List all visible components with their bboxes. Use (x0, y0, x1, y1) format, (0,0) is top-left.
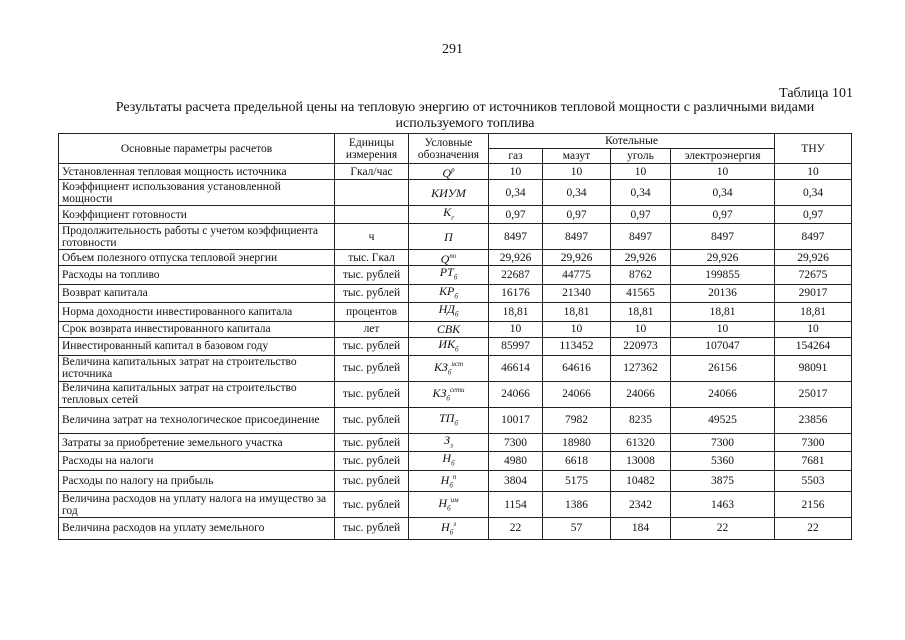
value-cell: 7982 (543, 407, 611, 433)
table-row (59, 407, 852, 433)
value-cell: 1386 (543, 492, 611, 518)
param-unit: тыс. рублей (335, 381, 409, 407)
value-cell: 8497 (489, 224, 543, 250)
symbol-base: СВК (436, 322, 461, 337)
symbol-subscript: б (447, 504, 451, 513)
value-cell: 5175 (543, 470, 611, 491)
symbol-base: Н (438, 496, 448, 511)
value-cell: 26156 (671, 355, 775, 381)
symbol-base: П (444, 229, 453, 244)
param-name: Коэффициент готовности (59, 206, 335, 224)
value-cell: 24066 (611, 381, 671, 407)
value-cell: 13008 (611, 452, 671, 470)
symbol-subscript: б (451, 459, 455, 468)
header-fuel-gas: газ (489, 149, 543, 164)
value-cell: 3804 (489, 470, 543, 491)
value-cell: 8762 (611, 266, 671, 284)
header-param: Основные параметры расчетов (59, 134, 335, 164)
table-row (59, 381, 852, 407)
value-cell: 24066 (543, 381, 611, 407)
value-cell: 127362 (611, 355, 671, 381)
value-cell: 7300 (775, 433, 852, 451)
symbol-subscript: б (446, 394, 450, 403)
value-cell: 107047 (671, 337, 775, 355)
param-symbol (409, 250, 489, 266)
value-cell: 10017 (489, 407, 543, 433)
symbol-base: Q (442, 166, 452, 180)
value-cell: 85997 (489, 337, 543, 355)
value-cell: 113452 (543, 337, 611, 355)
symbol-superscript: ист (451, 360, 464, 369)
symbol-base: Н (442, 451, 452, 466)
table-row (59, 164, 852, 180)
value-cell: 10 (775, 321, 852, 337)
value-cell: 22 (775, 518, 852, 539)
value-cell: 57 (543, 518, 611, 539)
param-unit: Гкал/час (335, 164, 409, 180)
param-name: Установленная тепловая мощность источника (59, 164, 335, 180)
table-caption: Результаты расчета предельной цены на тепловую энергию от источников тепловой мощности с различными видами используемого топлива (115, 100, 815, 131)
symbol-subscript: б (454, 419, 458, 428)
value-cell: 21340 (543, 284, 611, 302)
symbol-subscript: б (454, 310, 459, 319)
param-unit: тыс. рублей (335, 266, 409, 284)
results-table (58, 133, 852, 540)
value-cell: 8497 (543, 224, 611, 250)
value-cell: 44775 (543, 266, 611, 284)
value-cell: 0,34 (543, 180, 611, 206)
param-symbol (409, 452, 489, 470)
header-symbol: Условные обозначения (409, 134, 489, 164)
value-cell: 0,34 (671, 180, 775, 206)
value-cell: 6618 (543, 452, 611, 470)
page-number: 291 (442, 42, 463, 57)
value-cell: 184 (611, 518, 671, 539)
value-cell: 0,97 (775, 206, 852, 224)
param-symbol (409, 470, 489, 491)
table-body (59, 164, 852, 540)
param-unit: тыс. Гкал (335, 250, 409, 266)
value-cell: 1154 (489, 492, 543, 518)
value-cell: 154264 (775, 337, 852, 355)
param-name: Величина капитальных затрат на строительство тепловых сетей (59, 381, 335, 407)
param-unit: тыс. рублей (335, 492, 409, 518)
value-cell: 18,81 (611, 303, 671, 321)
symbol-base: КИУМ (431, 185, 466, 200)
value-cell: 2156 (775, 492, 852, 518)
value-cell: 22 (489, 518, 543, 539)
value-cell: 20136 (671, 284, 775, 302)
param-unit: тыс. рублей (335, 355, 409, 381)
symbol-base: З (444, 433, 451, 447)
header-fuel-electricity: электроэнергия (671, 149, 775, 164)
param-name: Норма доходности инвестированного капитала (59, 303, 335, 321)
param-symbol (409, 518, 489, 539)
value-cell: 0,97 (489, 206, 543, 224)
param-unit (335, 206, 409, 224)
param-name: Величина расходов на уплату налога на имущество за год (59, 492, 335, 518)
value-cell: 5503 (775, 470, 852, 491)
value-cell: 10482 (611, 470, 671, 491)
symbol-base: ТП (439, 410, 455, 425)
symbol-superscript: р (451, 166, 455, 174)
param-name: Объем полезного отпуска тепловой энергии (59, 250, 335, 266)
value-cell: 2342 (611, 492, 671, 518)
param-name: Затраты за приобретение земельного участка (59, 433, 335, 451)
param-unit: тыс. рублей (335, 452, 409, 470)
param-unit: тыс. рублей (335, 337, 409, 355)
value-cell: 29,926 (543, 250, 611, 266)
value-cell: 220973 (611, 337, 671, 355)
symbol-base: ИК (438, 337, 456, 351)
value-cell: 10 (543, 321, 611, 337)
symbol-superscript: з (453, 520, 456, 529)
header-unit: Единицы измерения (335, 134, 409, 164)
param-name: Продолжительность работы с учетом коэффициента готовности (59, 224, 335, 250)
symbol-subscript: б (453, 273, 458, 282)
value-cell: 72675 (775, 266, 852, 284)
value-cell: 0,97 (543, 206, 611, 224)
symbol-subscript: б (449, 481, 453, 490)
value-cell: 18,81 (671, 303, 775, 321)
header-fuel-mazut: мазут (543, 149, 611, 164)
table-row (59, 518, 852, 539)
param-name: Расходы на налоги (59, 452, 335, 470)
table-row (59, 303, 852, 321)
param-unit: ч (335, 224, 409, 250)
param-unit: тыс. рублей (335, 407, 409, 433)
value-cell: 18980 (543, 433, 611, 451)
symbol-superscript: по (449, 252, 457, 261)
symbol-base: НД (438, 302, 455, 317)
param-symbol (409, 206, 489, 224)
param-symbol (409, 492, 489, 518)
value-cell: 8497 (671, 224, 775, 250)
param-symbol (409, 180, 489, 206)
header-boilers: Котельные (489, 134, 775, 149)
table-row (59, 355, 852, 381)
value-cell: 10 (489, 164, 543, 180)
param-symbol (409, 284, 489, 302)
value-cell: 24066 (671, 381, 775, 407)
param-unit: тыс. рублей (335, 284, 409, 302)
value-cell: 49525 (671, 407, 775, 433)
symbol-subscript: з (450, 441, 453, 450)
symbol-base: Н (441, 520, 450, 535)
value-cell: 18,81 (489, 303, 543, 321)
param-name: Величина затрат на технологическое присоединение (59, 407, 335, 433)
value-cell: 29,926 (611, 250, 671, 266)
value-cell: 0,34 (489, 180, 543, 206)
value-cell: 98091 (775, 355, 852, 381)
table-row (59, 284, 852, 302)
symbol-subscript: б (447, 368, 452, 377)
table-row (59, 224, 852, 250)
symbol-base: КЗ (432, 386, 447, 401)
value-cell: 10 (543, 164, 611, 180)
value-cell: 41565 (611, 284, 671, 302)
value-cell: 29,926 (775, 250, 852, 266)
param-unit: лет (335, 321, 409, 337)
param-name: Расходы по налогу на прибыль (59, 470, 335, 491)
value-cell: 24066 (489, 381, 543, 407)
param-name: Инвестированный капитал в базовом году (59, 337, 335, 355)
value-cell: 0,34 (775, 180, 852, 206)
table-row (59, 470, 852, 491)
table-row (59, 266, 852, 284)
value-cell: 29017 (775, 284, 852, 302)
symbol-base: Q (440, 252, 450, 266)
table-row (59, 492, 852, 518)
symbol-subscript: г (451, 213, 454, 222)
value-cell: 18,81 (775, 303, 852, 321)
param-name: Величина капитальных затрат на строительство источника (59, 355, 335, 381)
value-cell: 22 (671, 518, 775, 539)
value-cell: 3875 (671, 470, 775, 491)
value-cell: 10 (611, 164, 671, 180)
symbol-base: К (443, 205, 452, 219)
param-unit: тыс. рублей (335, 470, 409, 491)
table-row (59, 337, 852, 355)
header-fuel-coal: уголь (611, 149, 671, 164)
param-unit: процентов (335, 303, 409, 321)
value-cell: 46614 (489, 355, 543, 381)
value-cell: 8235 (611, 407, 671, 433)
param-symbol (409, 433, 489, 451)
table-row (59, 180, 852, 206)
value-cell: 23856 (775, 407, 852, 433)
symbol-superscript: им (450, 496, 459, 505)
value-cell: 18,81 (543, 303, 611, 321)
param-name: Возврат капитала (59, 284, 335, 302)
value-cell: 0,97 (671, 206, 775, 224)
symbol-superscript: сети (449, 386, 465, 395)
value-cell: 10 (489, 321, 543, 337)
value-cell: 7681 (775, 452, 852, 470)
header-tnu: ТНУ (775, 134, 852, 164)
value-cell: 5360 (671, 452, 775, 470)
param-name: Величина расходов на уплату земельного (59, 518, 335, 539)
param-symbol (409, 355, 489, 381)
param-symbol (409, 303, 489, 321)
value-cell: 1463 (671, 492, 775, 518)
param-symbol (409, 407, 489, 433)
table-row (59, 250, 852, 266)
symbol-subscript: б (454, 292, 458, 301)
value-cell: 7300 (671, 433, 775, 451)
value-cell: 7300 (489, 433, 543, 451)
symbol-base: КР (439, 284, 455, 298)
value-cell: 22687 (489, 266, 543, 284)
symbol-superscript: п (452, 472, 457, 481)
value-cell: 8497 (775, 224, 852, 250)
symbol-base: РТ (439, 265, 454, 280)
symbol-subscript: б (449, 528, 454, 537)
value-cell: 29,926 (489, 250, 543, 266)
param-symbol (409, 266, 489, 284)
param-symbol (409, 164, 489, 180)
param-symbol (409, 337, 489, 355)
value-cell: 10 (671, 321, 775, 337)
param-name: Срок возврата инвестированного капитала (59, 321, 335, 337)
param-unit: тыс. рублей (335, 518, 409, 539)
value-cell: 64616 (543, 355, 611, 381)
symbol-base: КЗ (433, 360, 448, 375)
value-cell: 4980 (489, 452, 543, 470)
value-cell: 10 (671, 164, 775, 180)
table-row (59, 321, 852, 337)
symbol-subscript: б (455, 344, 459, 353)
value-cell: 0,34 (611, 180, 671, 206)
param-symbol (409, 381, 489, 407)
value-cell: 199855 (671, 266, 775, 284)
param-unit: тыс. рублей (335, 433, 409, 451)
symbol-base: Н (440, 472, 450, 487)
param-unit (335, 180, 409, 206)
value-cell: 61320 (611, 433, 671, 451)
param-symbol (409, 321, 489, 337)
param-symbol (409, 224, 489, 250)
value-cell: 10 (611, 321, 671, 337)
value-cell: 16176 (489, 284, 543, 302)
value-cell: 8497 (611, 224, 671, 250)
table-row (59, 206, 852, 224)
value-cell: 29,926 (671, 250, 775, 266)
value-cell: 10 (775, 164, 852, 180)
table-label: Таблица 101 (779, 86, 853, 101)
table-row (59, 433, 852, 451)
table-row (59, 452, 852, 470)
value-cell: 0,97 (611, 206, 671, 224)
value-cell: 25017 (775, 381, 852, 407)
param-name: Коэффициент использования установленной мощности (59, 180, 335, 206)
param-name: Расходы на топливо (59, 266, 335, 284)
